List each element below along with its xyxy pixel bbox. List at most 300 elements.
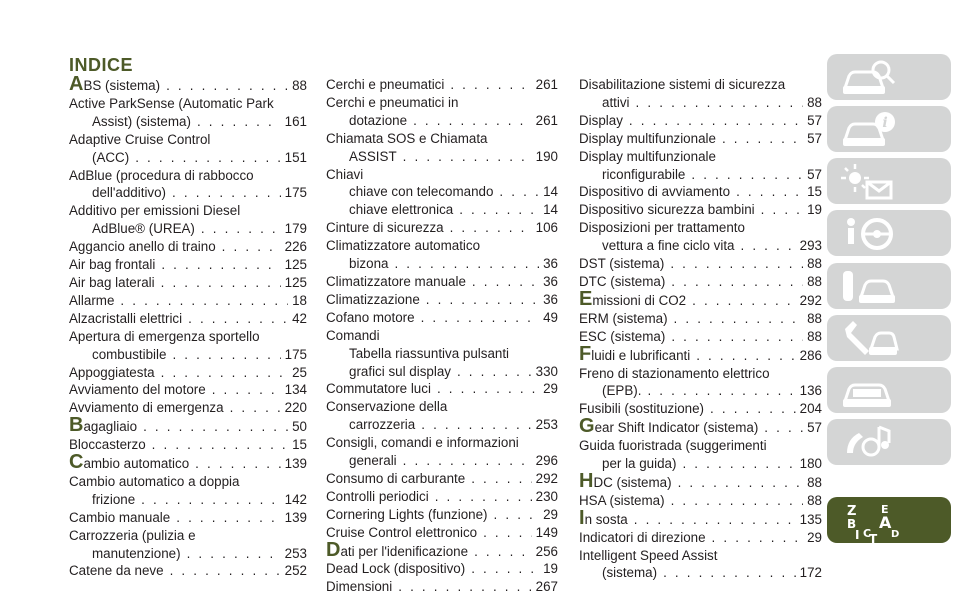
index-page-number[interactable]: 42 [292, 310, 307, 326]
index-entry-label: Display [579, 112, 623, 128]
index-page-number[interactable]: 330 [535, 363, 558, 379]
index-entry-label: Aggancio anello di traino [69, 239, 216, 255]
leader-dots [761, 201, 803, 219]
leader-dots [636, 94, 804, 112]
leader-dots [674, 310, 804, 328]
car-search-icon [839, 58, 899, 98]
index-letter-initial: I [579, 506, 585, 529]
index-entry[interactable] [579, 219, 822, 255]
index-entry[interactable] [69, 167, 307, 203]
leader-dots [499, 183, 539, 201]
index-entry[interactable] [579, 400, 822, 418]
index-entry[interactable] [69, 562, 307, 580]
index-page-number[interactable]: 88 [807, 256, 822, 272]
index-entry-label: vettura a fine ciclo vita [602, 238, 735, 254]
leader-dots [152, 436, 288, 454]
leader-dots [671, 492, 804, 510]
index-entry-label: Consigli, comandi e informazioni [326, 435, 519, 451]
index-column-3 [579, 76, 822, 582]
index-entry-label: AdBlue® (UREA) [92, 221, 195, 237]
index-page-number[interactable]: 151 [284, 149, 307, 165]
index-entry[interactable] [579, 273, 822, 291]
index-entry-label: (sistema) [602, 565, 658, 581]
index-entry-heading-label [579, 287, 687, 310]
leader-dots [629, 112, 803, 130]
index-entry-label: Comandi [326, 327, 380, 343]
index-entry-label: DTC (sistema) [579, 273, 666, 289]
index-entry-label: Air bag laterali [69, 274, 155, 290]
tab-tools-maintenance[interactable] [827, 315, 951, 361]
index-page-number[interactable]: 88 [807, 310, 822, 326]
tab-alphabet-index[interactable] [827, 497, 951, 543]
index-entry[interactable] [326, 237, 558, 273]
index-entry[interactable] [69, 131, 307, 167]
leader-dots [764, 419, 803, 437]
index-entry[interactable] [579, 148, 822, 184]
index-entry[interactable] [69, 509, 307, 527]
index-entry[interactable] [326, 578, 558, 596]
index-page-number[interactable]: 139 [284, 456, 307, 472]
index-entry-label: Fusibili (sostituzione) [579, 401, 705, 417]
leader-dots [435, 488, 532, 506]
index-page-number[interactable]: 57 [807, 166, 822, 182]
index-page-number[interactable]: 15 [292, 437, 307, 453]
index-entry-label: Display multifunzionale [579, 130, 716, 146]
index-entry-label: Allarme [69, 292, 115, 308]
index-entry[interactable] [579, 255, 822, 273]
index-letter-initial: A [69, 73, 84, 95]
leader-dots [696, 347, 795, 365]
index-entry[interactable] [579, 76, 822, 112]
index-letter-initial: H [579, 469, 594, 492]
index-entry-label: Appoggiatesta [69, 364, 155, 380]
index-entry-heading-label [69, 414, 138, 437]
index-entry[interactable] [579, 287, 822, 310]
leader-dots [678, 474, 804, 492]
index-entry[interactable] [326, 560, 558, 578]
index-entry[interactable] [69, 256, 307, 274]
index-page-number[interactable]: 172 [799, 565, 822, 581]
leader-dots [161, 364, 288, 382]
index-entry[interactable] [326, 201, 558, 219]
index-page-number[interactable]: 49 [543, 309, 558, 325]
index-page-number[interactable]: 14 [543, 202, 558, 218]
index-page-number[interactable]: 252 [284, 563, 307, 579]
leader-dots [474, 543, 532, 561]
index-entry-label: Dead Lock (dispositivo) [326, 561, 466, 577]
index-entry[interactable] [69, 274, 307, 292]
index-entry-label: (ACC) [92, 149, 130, 165]
tab-car-specs[interactable] [827, 367, 951, 413]
leader-dots [176, 509, 280, 527]
index-page-number[interactable]: 15 [807, 184, 822, 200]
leader-dots [161, 256, 280, 274]
index-page-number[interactable]: 261 [535, 77, 558, 92]
index-page-number[interactable]: 175 [284, 185, 307, 201]
index-entry-label: Chiamata SOS e Chiamata [326, 130, 488, 146]
leader-dots [172, 184, 281, 202]
leader-dots [712, 529, 804, 547]
index-entry-label: grafici sul display [349, 363, 451, 379]
index-page-number[interactable]: 220 [284, 400, 307, 416]
leader-dots [212, 381, 281, 399]
index-entry[interactable] [69, 95, 307, 131]
index-entry[interactable] [326, 273, 558, 291]
index-entry[interactable] [579, 112, 822, 130]
index-letter-initial: D [326, 538, 341, 561]
index-entry[interactable] [579, 547, 822, 583]
index-page-number[interactable]: 139 [284, 509, 307, 525]
index-entry-label: Adaptive Cruise Control [69, 131, 211, 147]
leader-dots [722, 130, 803, 148]
index-entry-label: Dispositivo di avviamento [579, 184, 731, 200]
leader-dots [471, 560, 539, 578]
index-entry[interactable] [579, 506, 822, 529]
index-page-number[interactable]: 125 [284, 274, 307, 290]
index-entry[interactable] [579, 310, 822, 328]
index-entry[interactable] [69, 238, 307, 256]
leader-dots [691, 166, 803, 184]
index-entry[interactable] [326, 166, 558, 184]
index-page-number[interactable]: 29 [807, 529, 822, 545]
index-entry-label: Air bag frontali [69, 257, 156, 273]
index-entry-label: Apertura di emergenza sportello [69, 328, 260, 344]
index-column-1 [69, 73, 307, 580]
leader-dots [472, 273, 539, 291]
index-entry[interactable] [579, 469, 822, 492]
index-entry[interactable] [69, 436, 307, 454]
index-entry[interactable] [69, 364, 307, 382]
index-page-number[interactable]: 25 [292, 364, 307, 380]
index-page-number[interactable]: 149 [535, 524, 558, 540]
index-entry-label: Dimensioni [326, 579, 393, 595]
index-letter-initial: F [579, 342, 592, 365]
index-entry[interactable] [326, 76, 558, 94]
index-letter-initial: B [69, 414, 84, 437]
index-entry[interactable] [326, 327, 558, 345]
index-page-number[interactable]: 19 [543, 561, 558, 577]
leader-dots [187, 545, 281, 563]
index-entry[interactable] [579, 328, 822, 346]
index-entry[interactable] [69, 381, 307, 399]
leader-dots [197, 113, 281, 131]
index-entry-label: Catene da neve [69, 563, 164, 579]
index-entry[interactable] [69, 310, 307, 328]
index-entry[interactable] [579, 130, 822, 148]
index-page-number[interactable]: 292 [799, 292, 822, 308]
index-entry-label: agagliaio [83, 419, 138, 435]
index-entry[interactable] [579, 183, 822, 201]
index-page-number[interactable]: 88 [807, 94, 822, 110]
tab-airbag-steering[interactable] [827, 210, 951, 256]
index-entry[interactable] [579, 201, 822, 219]
leader-dots [494, 506, 540, 524]
index-entry[interactable] [69, 202, 307, 238]
index-entry-label: ear Shift Indicator (sistema) [594, 420, 759, 436]
index-letter: C [863, 527, 872, 540]
index-page-number[interactable]: 226 [284, 239, 307, 255]
index-entry-label: DST (sistema) [579, 256, 665, 272]
warning-lights-icon [839, 162, 899, 202]
index-page-number[interactable]: 256 [535, 543, 558, 559]
index-entry[interactable] [326, 219, 558, 237]
leader-dots [195, 455, 281, 473]
index-entry-label: (EPB). [602, 383, 642, 399]
index-entry[interactable] [326, 470, 558, 488]
multimedia-icon [839, 423, 899, 463]
index-page-number[interactable]: 190 [535, 148, 558, 164]
index-entry-label: riconfigurabile [602, 166, 686, 182]
index-page-number[interactable]: 175 [284, 346, 307, 362]
index-page-number[interactable]: 14 [543, 184, 558, 200]
index-entry[interactable] [579, 492, 822, 510]
index-entry-label: Tabella riassuntiva pulsanti [349, 345, 510, 361]
leader-dots [682, 455, 795, 473]
car-info-icon [839, 110, 899, 150]
index-entry[interactable] [326, 291, 558, 309]
index-entry-label: combustibile [92, 346, 167, 362]
index-entry-label: Avviamento di emergenza [69, 400, 224, 416]
index-entry-heading-label [69, 73, 161, 95]
index-entry[interactable] [69, 414, 307, 437]
index-entry[interactable] [326, 524, 558, 542]
index-entry[interactable] [326, 506, 558, 524]
index-page-number[interactable]: 267 [535, 579, 558, 595]
index-entry-label: per la guida) [602, 456, 677, 472]
index-entry-label: generali [349, 453, 397, 469]
index-entry[interactable] [69, 73, 307, 95]
index-letter: I [855, 528, 860, 542]
index-page-number[interactable]: 88 [807, 328, 822, 344]
index-entry-label: missioni di CO2 [592, 292, 687, 308]
index-entry-label: Consumo di carburante [326, 470, 466, 486]
index-letter: B [847, 517, 857, 531]
leader-dots [421, 416, 531, 434]
index-page-number[interactable]: 134 [284, 382, 307, 398]
index-page-number[interactable]: 286 [799, 347, 822, 363]
tab-multimedia[interactable] [827, 419, 951, 465]
svg-text:i: i [882, 115, 888, 131]
index-entry-label: Cambio automatico a doppia [69, 473, 240, 489]
index-page-number[interactable]: 36 [543, 273, 558, 289]
index-column-2 [326, 76, 558, 596]
index-entry[interactable] [69, 473, 307, 509]
index-page-number[interactable]: 161 [284, 113, 307, 129]
index-entry-label: Cruise Control elettronico [326, 524, 478, 540]
index-page-number[interactable]: 57 [807, 112, 822, 128]
page-title: INDICE [69, 55, 134, 75]
index-entry-label: Climatizzazione [326, 291, 420, 307]
index-entry-label: Carrozzeria (pulizia e [69, 527, 196, 543]
leader-dots [398, 578, 531, 596]
index-entry-label: Commutatore luci [326, 381, 431, 397]
alphabet-index-icon [835, 499, 905, 543]
index-page-number[interactable]: 57 [807, 130, 822, 146]
index-entry[interactable] [326, 398, 558, 434]
index-entry-heading-label [69, 451, 190, 474]
index-entry[interactable] [326, 130, 558, 166]
index-entry-label: manutenzione) [92, 545, 181, 561]
index-page-number[interactable]: 88 [292, 78, 307, 93]
index-page-number[interactable]: 57 [807, 420, 822, 436]
index-entry-label: Climatizzatore automatico [326, 238, 481, 254]
index-entry[interactable] [326, 94, 558, 130]
leader-dots [483, 524, 532, 542]
index-entry[interactable] [326, 488, 558, 506]
index-entry-label: Disabilitazione sistemi di sicurezza [579, 77, 786, 92]
leader-dots [457, 363, 532, 381]
index-entry-label: Indicatori di direzione [579, 529, 706, 545]
leader-dots [740, 237, 795, 255]
index-page-number[interactable]: 50 [292, 419, 307, 435]
leader-dots [403, 452, 532, 470]
index-entry-label: Cambio manuale [69, 509, 171, 525]
index-entry[interactable] [579, 529, 822, 547]
index-letter-initial: E [579, 287, 593, 310]
leader-dots [161, 274, 281, 292]
index-page-number[interactable]: 292 [535, 470, 558, 486]
car-key-icon [839, 267, 899, 307]
index-entry[interactable] [579, 365, 822, 401]
leader-dots [710, 400, 796, 418]
index-entry-label: Active ParkSense (Automatic Park [69, 95, 274, 111]
index-page-number[interactable]: 261 [535, 112, 558, 128]
tab-warning-lights[interactable] [827, 158, 951, 204]
index-page-number[interactable]: 253 [284, 545, 307, 561]
index-page-number[interactable]: 106 [535, 220, 558, 236]
index-entry[interactable] [326, 309, 558, 327]
index-letter: T [869, 532, 878, 543]
index-entry-label: Avviamento del motore [69, 382, 206, 398]
index-entry-label: BS (sistema) [83, 78, 161, 93]
index-entry-label: attivi [602, 94, 630, 110]
index-page-number[interactable]: 18 [292, 292, 307, 308]
index-entry-label: Disposizioni per trattamento [579, 220, 745, 236]
index-entry-label: ASSIST [349, 148, 397, 164]
index-entry-heading-label [579, 415, 759, 438]
tab-car-info[interactable] [827, 106, 951, 152]
leader-dots [201, 220, 281, 238]
index-page-number[interactable]: 135 [799, 511, 822, 527]
leader-dots [736, 183, 803, 201]
leader-dots [692, 292, 796, 310]
index-entry[interactable] [326, 380, 558, 398]
index-entry-label: Bloccasterzo [69, 437, 146, 453]
leader-dots [120, 292, 288, 310]
index-entry-label: AdBlue (procedura di rabbocco [69, 167, 254, 183]
index-page-number[interactable]: 136 [799, 383, 822, 399]
index-entry-label: carrozzeria [349, 417, 416, 433]
leader-dots [421, 309, 540, 327]
index-entry[interactable] [326, 434, 558, 470]
index-entry[interactable] [326, 538, 558, 561]
leader-dots [426, 291, 539, 309]
index-entry-label: Assist) (sistema) [92, 113, 191, 129]
leader-dots [647, 382, 795, 400]
index-entry[interactable] [69, 451, 307, 474]
tab-car-key[interactable] [827, 263, 951, 309]
index-entry-label: Alzacristalli elettrici [69, 310, 183, 326]
index-entry-label: luidi e lubrificanti [591, 347, 691, 363]
index-page-number[interactable]: 179 [284, 221, 307, 237]
index-entry[interactable] [69, 527, 307, 563]
index-entry[interactable] [579, 415, 822, 438]
index-entry-label: HSA (sistema) [579, 492, 665, 508]
index-entry[interactable] [579, 342, 822, 365]
index-page-number[interactable]: 36 [543, 291, 558, 307]
leader-dots [663, 564, 796, 582]
index-entry-label: Climatizzatore manuale [326, 273, 466, 289]
index-entry[interactable] [326, 345, 558, 381]
index-entry-label: Display multifunzionale [579, 148, 716, 164]
leader-dots [230, 399, 281, 417]
index-page-number[interactable]: 125 [284, 257, 307, 273]
index-letter: Z [847, 504, 857, 519]
index-entry-label: ambio automatico [83, 456, 190, 472]
index-entry-label: frizione [92, 491, 136, 507]
index-entry-label: Controlli periodici [326, 488, 429, 504]
leader-dots [222, 238, 281, 256]
index-page-number[interactable]: 29 [543, 381, 558, 397]
index-entry-label: Dispositivo sicurezza bambini [579, 202, 755, 218]
leader-dots [403, 148, 532, 166]
index-page-number[interactable]: 230 [535, 488, 558, 504]
index-entry[interactable] [69, 328, 307, 364]
index-entry[interactable] [69, 292, 307, 310]
index-entry[interactable] [326, 183, 558, 201]
index-entry[interactable] [69, 399, 307, 417]
index-entry-label: Additivo per emissioni Diesel [69, 203, 241, 219]
index-page-number[interactable]: 88 [807, 474, 822, 490]
leader-dots [450, 219, 532, 237]
index-entry-label: ERM (sistema) [579, 310, 668, 326]
leader-dots [170, 562, 281, 580]
leader-dots [413, 112, 532, 130]
index-entry-label: dell'additivo) [92, 185, 167, 201]
index-entry-label: Cofano motore [326, 309, 415, 325]
leader-dots [166, 77, 288, 95]
index-entry-label: bizona [349, 256, 389, 272]
index-page-number[interactable]: 19 [807, 202, 822, 218]
leader-dots [450, 76, 531, 94]
index-page-number[interactable]: 180 [799, 456, 822, 472]
index-page-number[interactable]: 29 [543, 506, 558, 522]
tools-maintenance-icon [839, 319, 899, 359]
index-entry-heading-label [579, 469, 672, 492]
index-page-number[interactable]: 142 [284, 491, 307, 507]
index-page-number[interactable]: 293 [799, 238, 822, 254]
index-entry-label: Conservazione della [326, 399, 448, 415]
index-entry-label: Cerchi e pneumatici in [326, 94, 459, 110]
leader-dots [670, 255, 803, 273]
index-page-number[interactable]: 88 [807, 273, 822, 289]
leader-dots [172, 346, 280, 364]
tab-car-search[interactable] [827, 54, 951, 100]
index-page-number[interactable]: 88 [807, 492, 822, 508]
index-entry-label: chiave elettronica [349, 202, 454, 218]
leader-dots [394, 255, 539, 273]
index-entry-heading-label [579, 506, 628, 529]
index-page-number[interactable]: 296 [535, 453, 558, 469]
index-entry-label: chiave con telecomando [349, 184, 494, 200]
index-entry-label: Chiavi [326, 166, 364, 182]
index-page-number[interactable]: 253 [535, 417, 558, 433]
index-entry[interactable] [579, 437, 822, 473]
index-page-number[interactable]: 204 [799, 401, 822, 417]
leader-dots [459, 201, 539, 219]
leader-dots [471, 470, 531, 488]
index-page-number[interactable]: 36 [543, 256, 558, 272]
